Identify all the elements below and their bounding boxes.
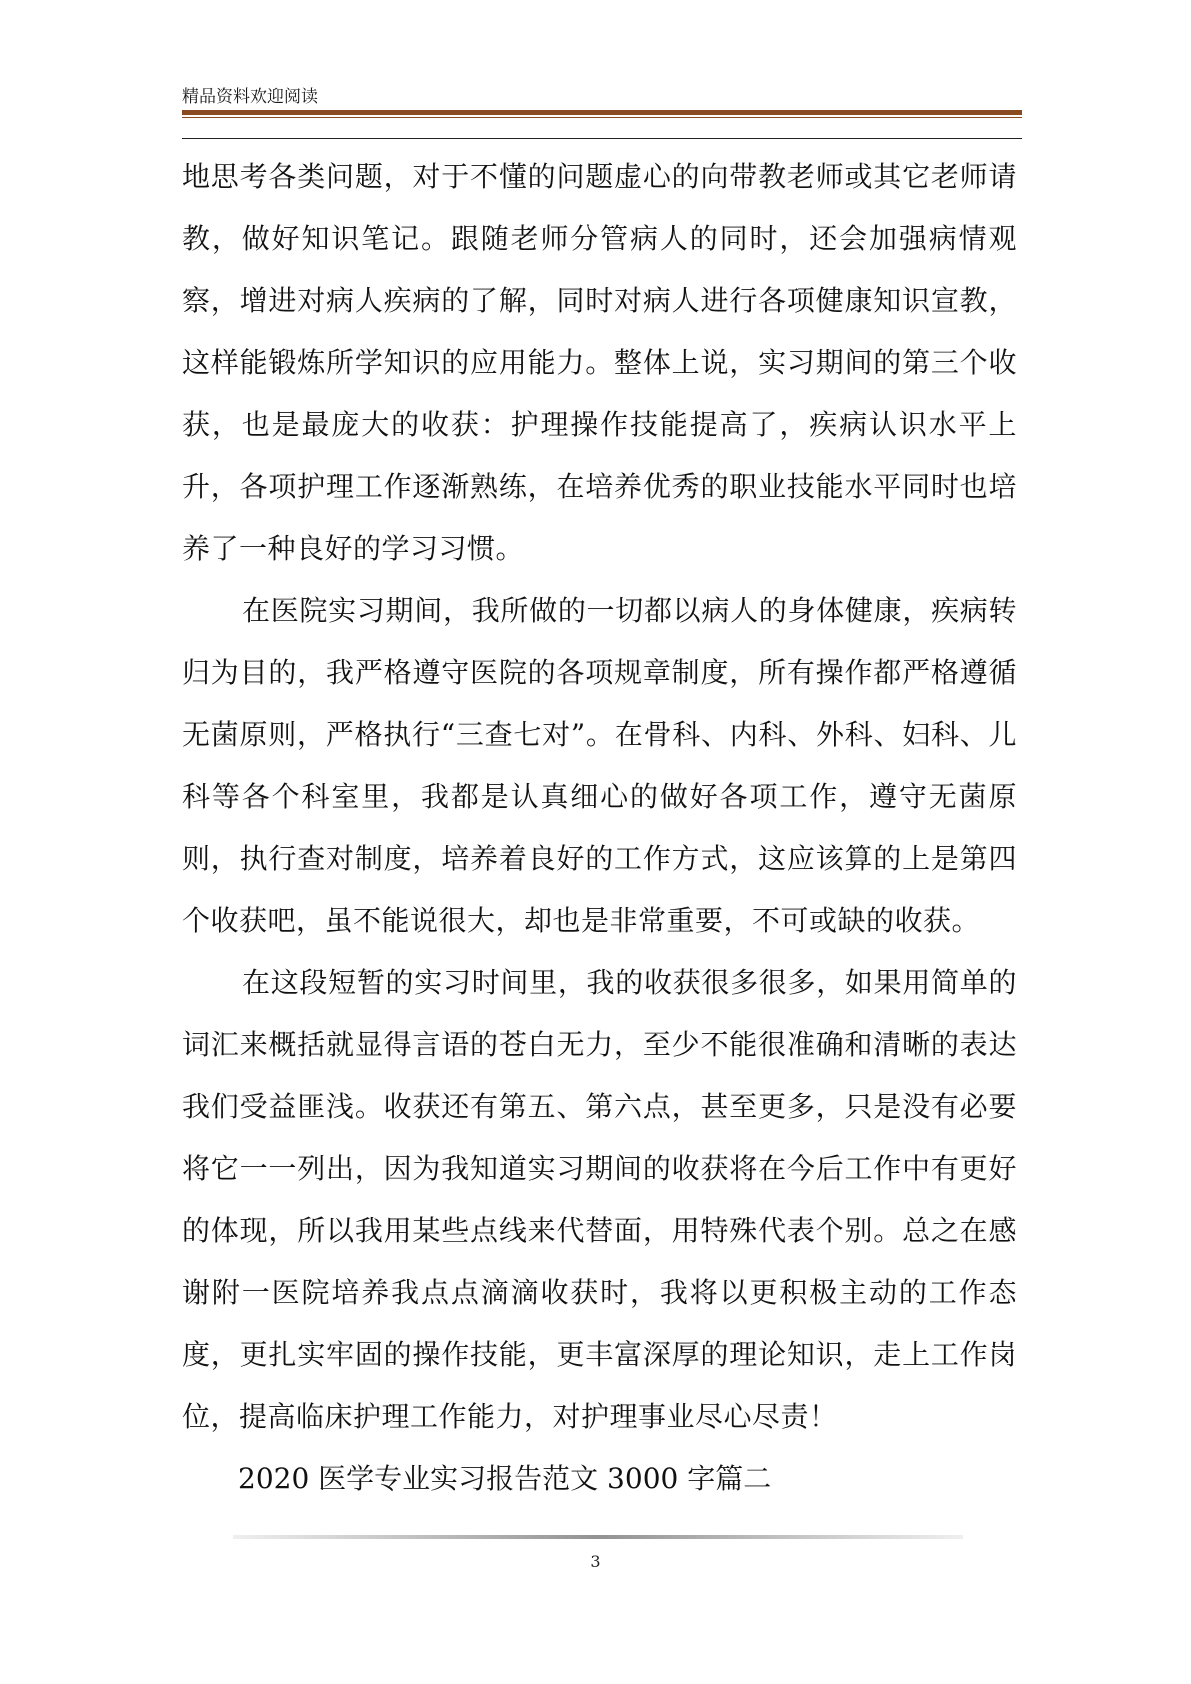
page-header — [182, 86, 1022, 108]
footer-rule — [233, 1535, 963, 1539]
section-title: 2020 医学专业实习报告范文 3000 字篇二 — [238, 1462, 772, 1495]
page-number: 3 — [590, 1552, 601, 1571]
header-title: 精品资料欢迎阅读 — [182, 87, 318, 107]
header-rule-thick — [182, 110, 1022, 115]
paragraph-continued: 地思考各类问题，对于不懂的问题虚心的向带教老师或其它老师请教，做好知识笔记。跟随老师分管病人的同时，还会加强病情观察，增进对病人疾病的了解，同时对病人进行各项健康知识宣教，这样能锻炼所学知识的应用能力。整体上说，实习期间的第三个收获，也是最庞大的收获：护理操作技能提高了，疾病认识水平上升，各项护理工作逐渐熟练，在培养优秀的职业技能水平同时也培养了一种良好的学习习惯。 — [182, 160, 1017, 565]
header-rule-thin — [182, 117, 1022, 118]
paragraph-internship-gains: 在这段短暂的实习时间里，我的收获很多很多，如果用简单的词汇来概括就显得言语的苍白无力，至少不能很准确和清晰的表达我们受益匪浅。收获还有第五、第六点，甚至更多，只是没有必要将它一一列出，因为我知道实习期间的收获将在今后工作中有更好的体现，所以我用某些点线来代替面，用特殊代表个别。总之在感谢附一医院培养我点点滴滴收获时，我将以更积极主动的工作态度，更扎实牢固的操作技能，更丰富深厚的理论知识，走上工作岗位，提高临床护理工作能力，对护理事业尽心尽责！ — [182, 966, 1017, 1433]
document-body — [182, 146, 1017, 1510]
header-rule-black — [182, 138, 1022, 139]
paragraph-hospital-internship: 在医院实习期间，我所做的一切都以病人的身体健康，疾病转归为目的，我严格遵守医院的各项规章制度，所有操作都严格遵循无菌原则，严格执行“三查七对”。在骨科、内科、外科、妇科、儿科等各个科室里，我都是认真细心的做好各项工作，遵守无菌原则，执行查对制度，培养着良好的工作方式，这应该算的上是第四个收获吧，虽不能说很大，却也是非常重要，不可或缺的收获。 — [182, 594, 1017, 937]
